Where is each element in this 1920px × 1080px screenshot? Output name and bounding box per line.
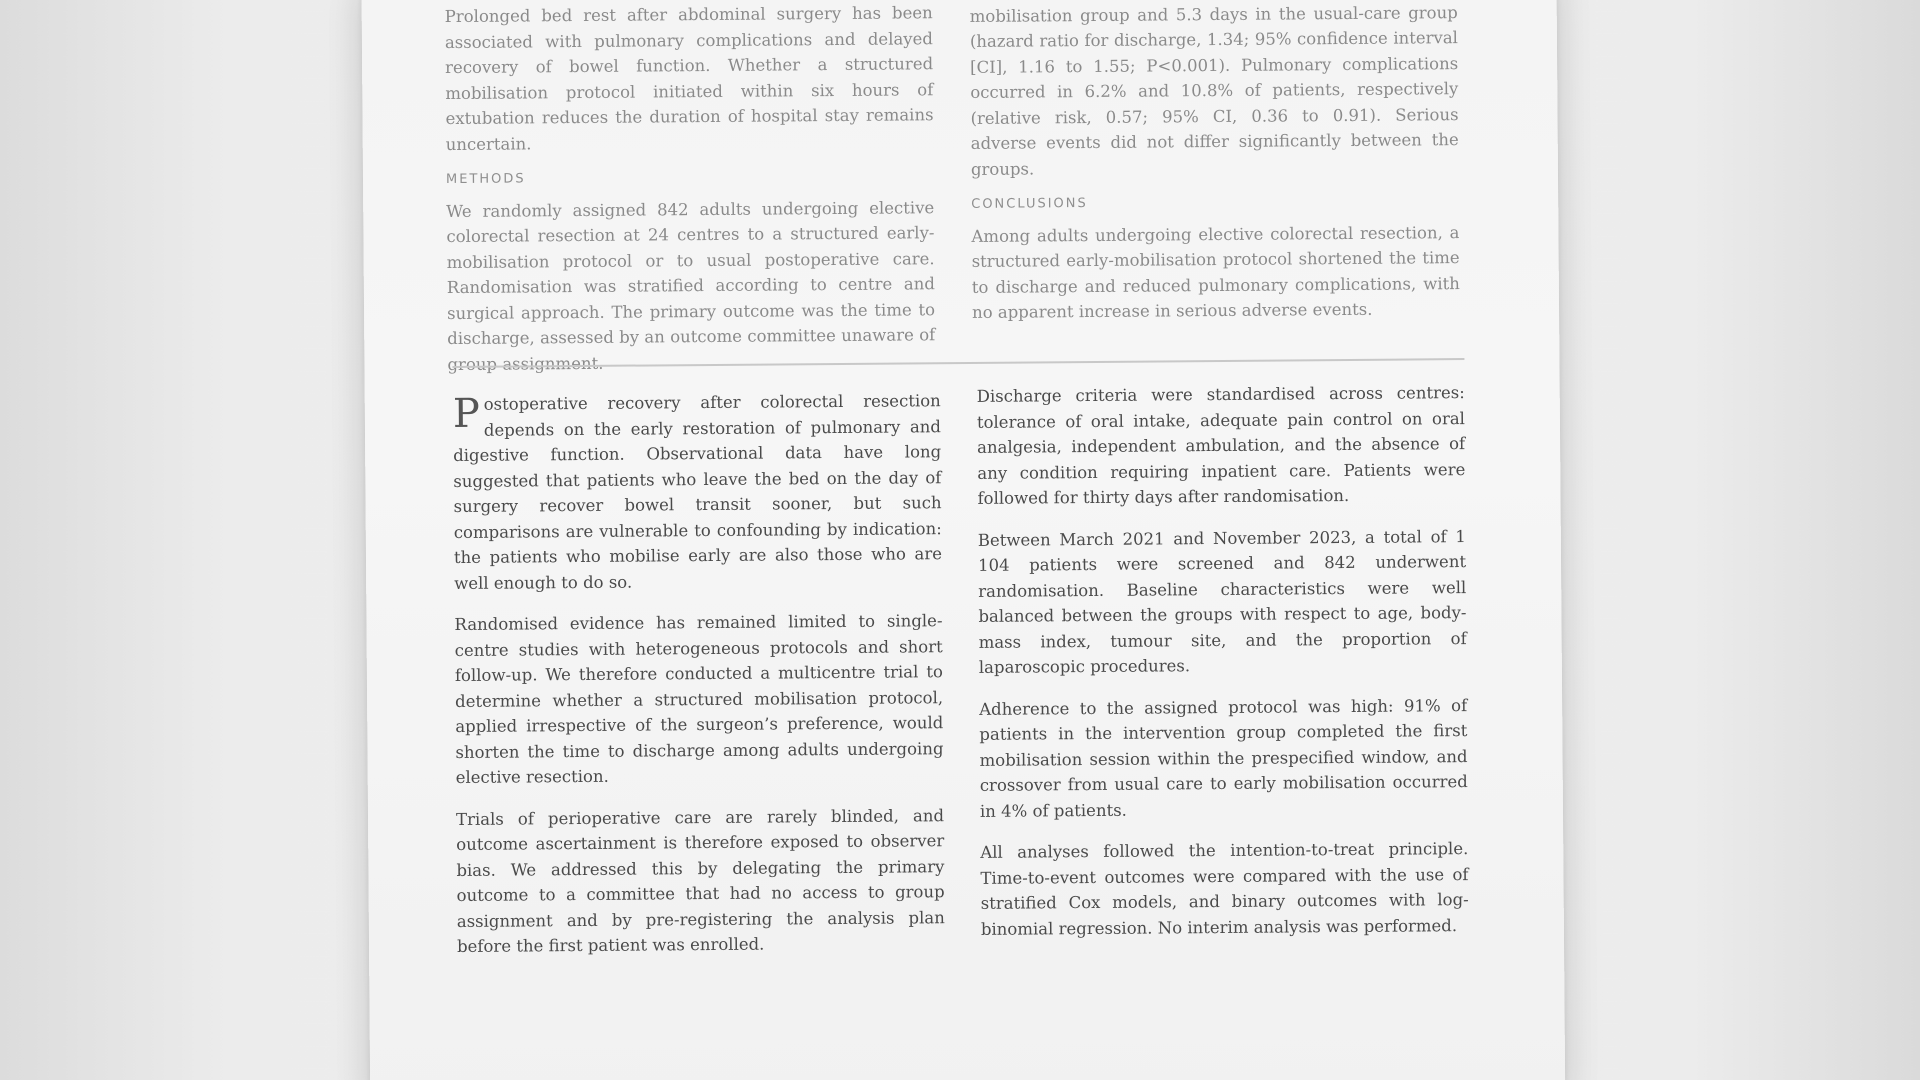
abstract-background-text: Prolonged bed rest after abdominal surgery has been associated with pulmonary complications and delayed recovery of bowel function. Whether a structured mobilisation protocol initiated within six hours of extubation reduces the duration of hospital stay remains uncertain. xyxy=(444,3,934,154)
abstract-methods-text: We randomly assigned 842 adults undergoing elective colorectal resection at 24 centres to a structured early-mobilisation protocol or to usual postoperative care. Randomisation was stratified according to centre and surgical approach. The primary outcome was the time to discharge, assessed by an outcome committee unaware of group assignment. xyxy=(446,197,936,374)
article-page xyxy=(361,0,1565,1080)
body-left-paragraph-1 xyxy=(453,388,943,596)
body-left-paragraph-3: Trials of perioperative care are rarely blinded, and outcome ascertainment is therefore exposed to observer bias. We addressed this by delegating the primary outcome to a committee that had no access to group assignment and by pre-registering the analysis plan before the first patient was enrolled. xyxy=(455,805,945,956)
methods-heading: METHODS xyxy=(445,171,526,188)
body-right-paragraph-4: All analyses followed the intention-to-treat principle. Time-to-event outcomes were compared with the use of stratified Cox models, and binary outcomes with log-binomial regression. No interim analysis was performed. xyxy=(980,839,1469,939)
body-right-paragraph-1: Discharge criteria were standardised across centres: tolerance of oral intake, adequate pain control on oral analgesia, independent ambulation, and the absence of any condition requiring inpatient care. Patients were followed for thirty days after randomisation. xyxy=(976,383,1466,508)
body-right-column xyxy=(977,380,1469,958)
drop-cap: P xyxy=(452,390,480,438)
body-left-paragraph-2: Randomised evidence has remained limited to single-centre studies with heterogeneous protocols and short follow-up. We therefore conducted a multicentre trial to determine whether a structured mobilisation protocol, applied irrespective of the surgeon’s preference, would shorten the time to discharge among adults undergoing elective resection. xyxy=(454,611,944,787)
body-left-column xyxy=(453,388,946,975)
body-right-paragraph-2: Between March 2021 and November 2023, a total of 1 104 patients were screened and 842 underwent randomisation. Baseline characteristics were well balanced between the groups with respect to age, body-mass index, tumour site, and the proportion of laparoscopic procedures. xyxy=(977,526,1467,677)
abstract-results-text: early-mobilisation group and 5.3 days in the usual-care group (hazard ratio for discharge, 1.34; 95% confidence interval [CI], 1.16 to 1.55; P<0.001). Pulmonary complications occurred in 6.2% and 10.8% of patients, respectively (relative risk, 0.57; 95% CI, 0.36 to 0.91). Serious adverse events did not differ significantly between the groups. xyxy=(969,2,1459,179)
abstract-conclusions-text: Among adults undergoing elective colorectal resection, a structured early-mobilisation protocol shortened the time to discharge and reduced pulmonary complications, with no apparent increase in serious adverse events. xyxy=(971,222,1460,322)
abstract-right-column xyxy=(969,0,1460,325)
body-left-paragraph-1-text: ostoperative recovery after colorectal resection depends on the early restoration of pulmonary and digestive function. Observational data have long suggested that patients who leave the bed on the day of surgery recover bowel transit sooner, but such comparisons are vulnerable to confounding by indication: the patients who mobilise early are also those who are well enough to do so. xyxy=(453,391,943,593)
conclusions-heading: CONCLUSIONS xyxy=(971,196,1088,212)
abstract-left-column xyxy=(445,0,936,377)
body-right-paragraph-3: Adherence to the assigned protocol was high: 91% of patients in the intervention group completed the first mobilisation session within the prespecified window, and crossover from usual care to early mobilisation occurred in 4% of patients. xyxy=(979,695,1468,821)
